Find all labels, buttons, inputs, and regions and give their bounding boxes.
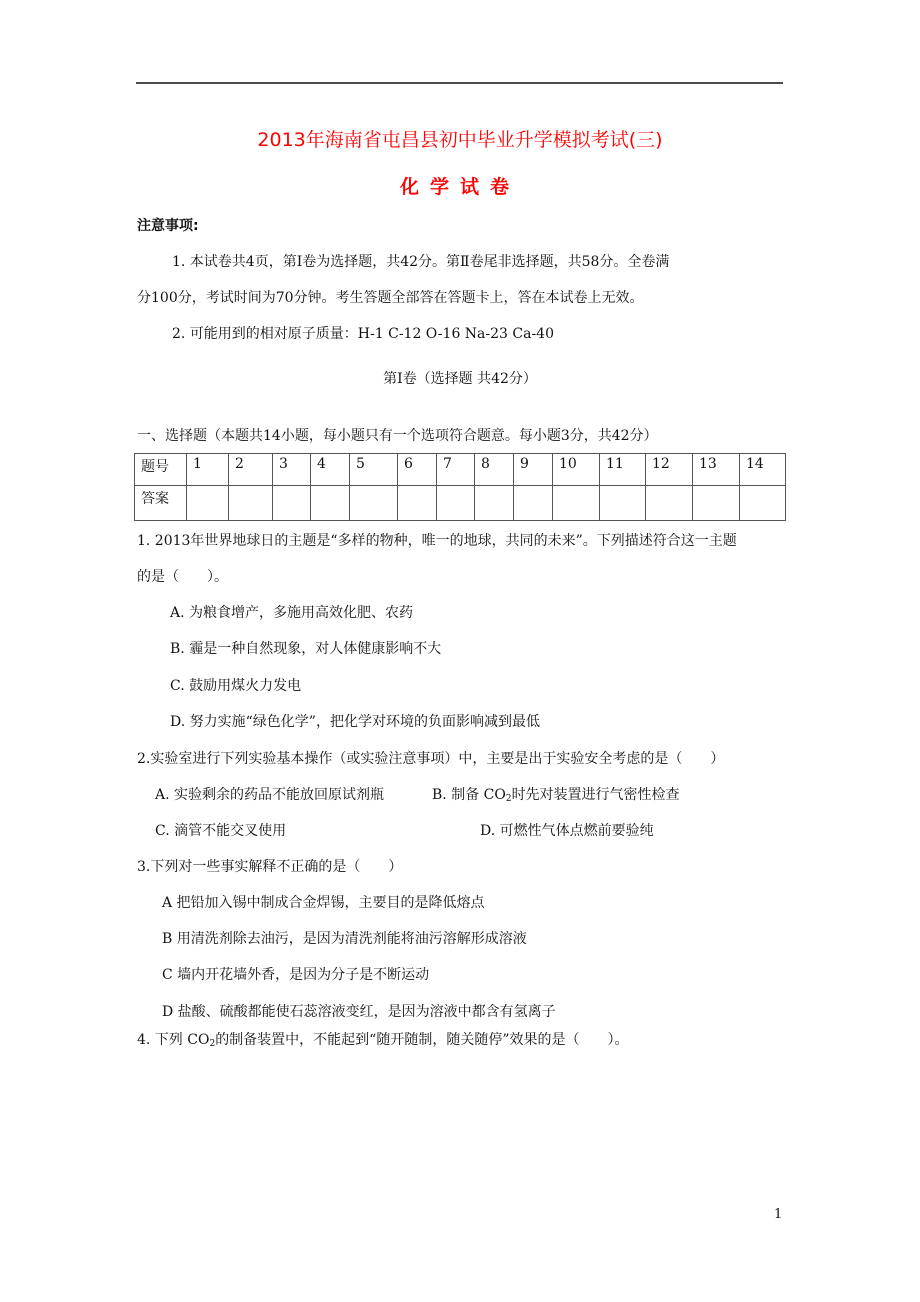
part-title: 一、选择题（本题共14小题，每小题只有一个选项符合题意。每小题3分，共42分）	[137, 428, 658, 444]
notes-item-1-line-2: 分100分，考试时间为70分钟。考生答题全部答在答题卡上，答在本试卷上无效。	[137, 290, 644, 306]
question-2-option-b: B. 制备 $CO_2$时先对装置进行气密性检查	[432, 787, 680, 804]
question-number-cell: 8	[475, 454, 514, 486]
question-number-cell: 6	[398, 454, 437, 486]
question-3-stem: 3.下列对一些事实解释不正确的是（ ）	[137, 859, 403, 875]
question-1-option-b: B. 霾是一种自然现象，对人体健康影响不大	[170, 641, 442, 657]
question-1-option-d: D. 努力实施“绿色化学”，把化学对环境的负面影响减到最低	[170, 714, 540, 730]
question-number-cell: 7	[437, 454, 475, 486]
question-3-option-c: C 墙内开花墙外香，是因为分子是不断运动	[162, 967, 430, 983]
page-number: 1	[774, 1207, 783, 1222]
row-label-answer: 答案	[135, 486, 187, 521]
answer-cell[interactable]	[600, 486, 646, 521]
answer-cell[interactable]	[273, 486, 311, 521]
question-1-option-a: A. 为粮食增产，多施用高效化肥、农药	[170, 605, 414, 621]
answer-table-answer-row	[135, 486, 786, 521]
question-2-option-a: A. 实验剩余的药品不能放回原试剂瓶	[155, 787, 385, 803]
answer-cell[interactable]	[740, 486, 786, 521]
question-number-cell: 12	[646, 454, 693, 486]
question-number-cell: 10	[553, 454, 600, 486]
answer-cell[interactable]	[646, 486, 693, 521]
question-1-stem-line-1: 1. 2013年世界地球日的主题是“多样的物种，唯一的地球，共同的未来”。下列描述符合这一主题	[137, 533, 737, 549]
answer-cell[interactable]	[350, 486, 398, 521]
answer-cell[interactable]	[693, 486, 740, 521]
notes-heading: 注意事项:	[137, 218, 199, 234]
exam-title: 2013年海南省屯昌县初中毕业升学模拟考试(三)	[257, 129, 663, 151]
question-number-cell: 3	[273, 454, 311, 486]
exam-subject: 化学试卷	[399, 176, 520, 198]
question-2-option-c: C. 滴管不能交叉使用	[155, 823, 287, 839]
notes-item-1-line-1: 1. 本试卷共4页，第Ⅰ卷为选择题，共42分。第Ⅱ卷尾非选择题，共58分。全卷满	[172, 254, 670, 270]
header-rule	[136, 82, 783, 84]
answer-cell[interactable]	[398, 486, 437, 521]
row-label-number: 题号	[135, 454, 187, 486]
answer-cell[interactable]	[311, 486, 350, 521]
question-1-stem-line-2: 的是（ ）。	[137, 569, 228, 585]
answer-table	[134, 453, 786, 521]
question-2-option-d: D. 可燃性气体点燃前要验纯	[480, 823, 654, 839]
question-4-stem: 4. 下列 $CO_2$的制备装置中，不能起到“随开随制，随关随停”效果的是（ ）。	[137, 1032, 629, 1049]
question-number-cell: 2	[229, 454, 273, 486]
question-3-option-b: B 用清洗剂除去油污，是因为清洗剂能将油污溶解形成溶液	[162, 931, 527, 947]
answer-cell[interactable]	[229, 486, 273, 521]
answer-cell[interactable]	[553, 486, 600, 521]
volume-title: 第Ⅰ卷（选择题 共42分）	[383, 371, 537, 387]
question-3-option-d: D 盐酸、硫酸都能使石蕊溶液变红，是因为溶液中都含有氢离子	[162, 1004, 556, 1020]
question-number-cell: 1	[187, 454, 229, 486]
question-1-option-c: C. 鼓励用煤火力发电	[170, 678, 302, 694]
notes-item-2: 2. 可能用到的相对原子质量：H-1 C-12 O-16 Na-23 Ca-40	[172, 326, 554, 342]
answer-cell[interactable]	[475, 486, 514, 521]
answer-cell[interactable]	[514, 486, 553, 521]
question-number-cell: 4	[311, 454, 350, 486]
question-2-stem: 2.实验室进行下列实验基本操作（或实验注意事项）中，主要是出于实验安全考虑的是（ ）	[137, 751, 725, 767]
answer-cell[interactable]	[437, 486, 475, 521]
question-number-cell: 13	[693, 454, 740, 486]
question-number-cell: 9	[514, 454, 553, 486]
question-number-cell: 5	[350, 454, 398, 486]
question-3-option-a: A 把铅加入锡中制成合金焊锡，主要目的是降低熔点	[162, 895, 485, 911]
question-number-cell: 11	[600, 454, 646, 486]
question-number-cell: 14	[740, 454, 786, 486]
answer-table-header-row	[135, 454, 786, 486]
answer-cell[interactable]	[187, 486, 229, 521]
